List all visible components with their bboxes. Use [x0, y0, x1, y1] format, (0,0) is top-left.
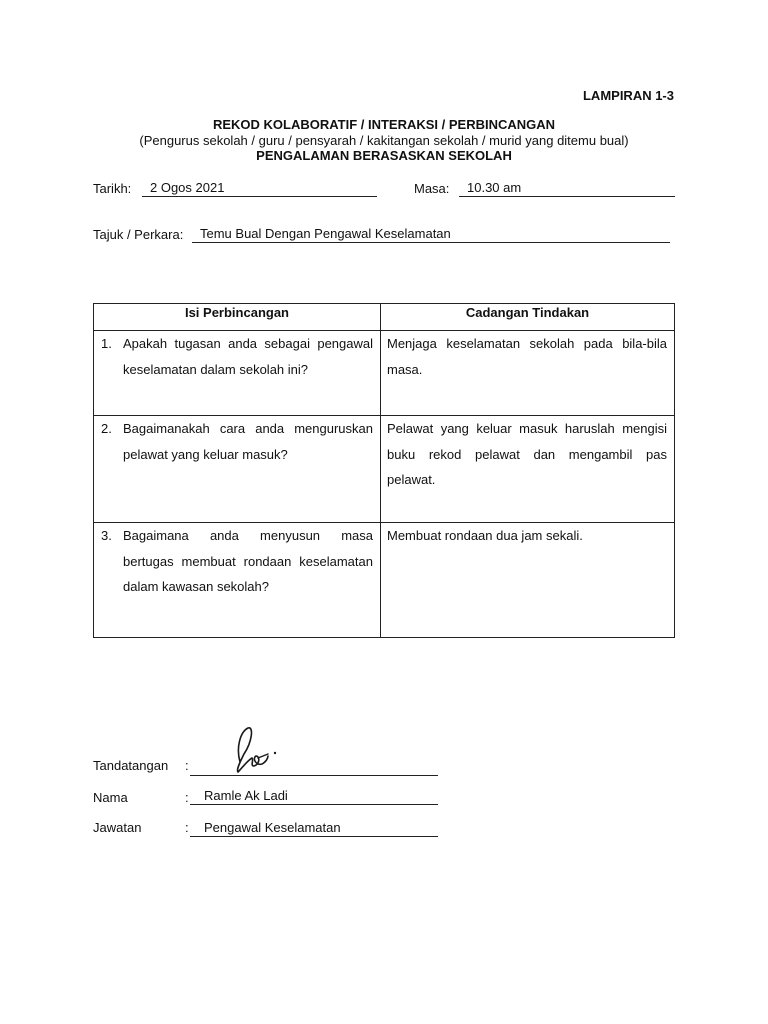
- column-header-isi: Isi Perbincangan: [94, 304, 381, 331]
- row-number: 1.: [101, 336, 112, 351]
- masa-field: 10.30 am: [459, 181, 675, 197]
- question-cell: [94, 416, 381, 523]
- question-cell: [94, 331, 381, 416]
- nama-label: Nama: [93, 790, 128, 805]
- jawatan-field: Pengawal Keselamatan: [190, 821, 438, 837]
- masa-label: Masa:: [414, 181, 450, 196]
- action-text: Membuat rondaan dua jam sekali.: [387, 528, 583, 543]
- tarikh-label: Tarikh:: [93, 181, 132, 196]
- question-text: Bagaimana anda menyusun masa bertugas membuat rondaan keselamatan dalam kawasan sekolah?: [123, 528, 373, 594]
- action-cell: [381, 416, 675, 523]
- row-number: 3.: [101, 528, 112, 543]
- jawatan-colon: :: [185, 820, 189, 835]
- document-subtitle: (Pengurus sekolah / guru / pensyarah / kakitangan sekolah / murid yang ditemu bual): [139, 133, 629, 148]
- nama-field: Ramle Ak Ladi: [190, 789, 438, 805]
- tajuk-label: Tajuk / Perkara:: [93, 227, 184, 242]
- question-text: Bagaimanakah cara anda menguruskan pelawat yang keluar masuk?: [123, 421, 373, 462]
- action-text: Menjaga keselamatan sekolah pada bila-bila masa.: [387, 336, 667, 377]
- jawatan-label: Jawatan: [93, 820, 142, 835]
- table-row: [94, 416, 675, 523]
- action-text: Pelawat yang keluar masuk haruslah mengisi buku rekod pelawat dan mengambil pas pelawat.: [387, 421, 667, 487]
- tandatangan-label: Tandatangan: [93, 758, 169, 773]
- tarikh-field: 2 Ogos 2021: [142, 181, 377, 197]
- question-text: Apakah tugasan anda sebagai pengawal keselamatan dalam sekolah ini?: [123, 336, 373, 377]
- tandatangan-colon: :: [185, 758, 189, 773]
- row-number: 2.: [101, 421, 112, 436]
- tajuk-field: Temu Bual Dengan Pengawal Keselamatan: [192, 227, 670, 243]
- tandatangan-line: [190, 760, 438, 776]
- document-heading: PENGALAMAN BERASASKAN SEKOLAH: [256, 148, 512, 163]
- discussion-table: [93, 303, 675, 638]
- table-row: [94, 331, 675, 416]
- table-header-row: [94, 304, 675, 331]
- nama-colon: :: [185, 790, 189, 805]
- appendix-label: LAMPIRAN 1-3: [582, 88, 674, 103]
- action-cell: [381, 523, 675, 638]
- action-cell: [381, 331, 675, 416]
- column-header-cadangan: Cadangan Tindakan: [381, 304, 675, 331]
- table-row: [94, 523, 675, 638]
- document-title: REKOD KOLABORATIF / INTERAKSI / PERBINCANGAN: [212, 117, 556, 132]
- question-cell: [94, 523, 381, 638]
